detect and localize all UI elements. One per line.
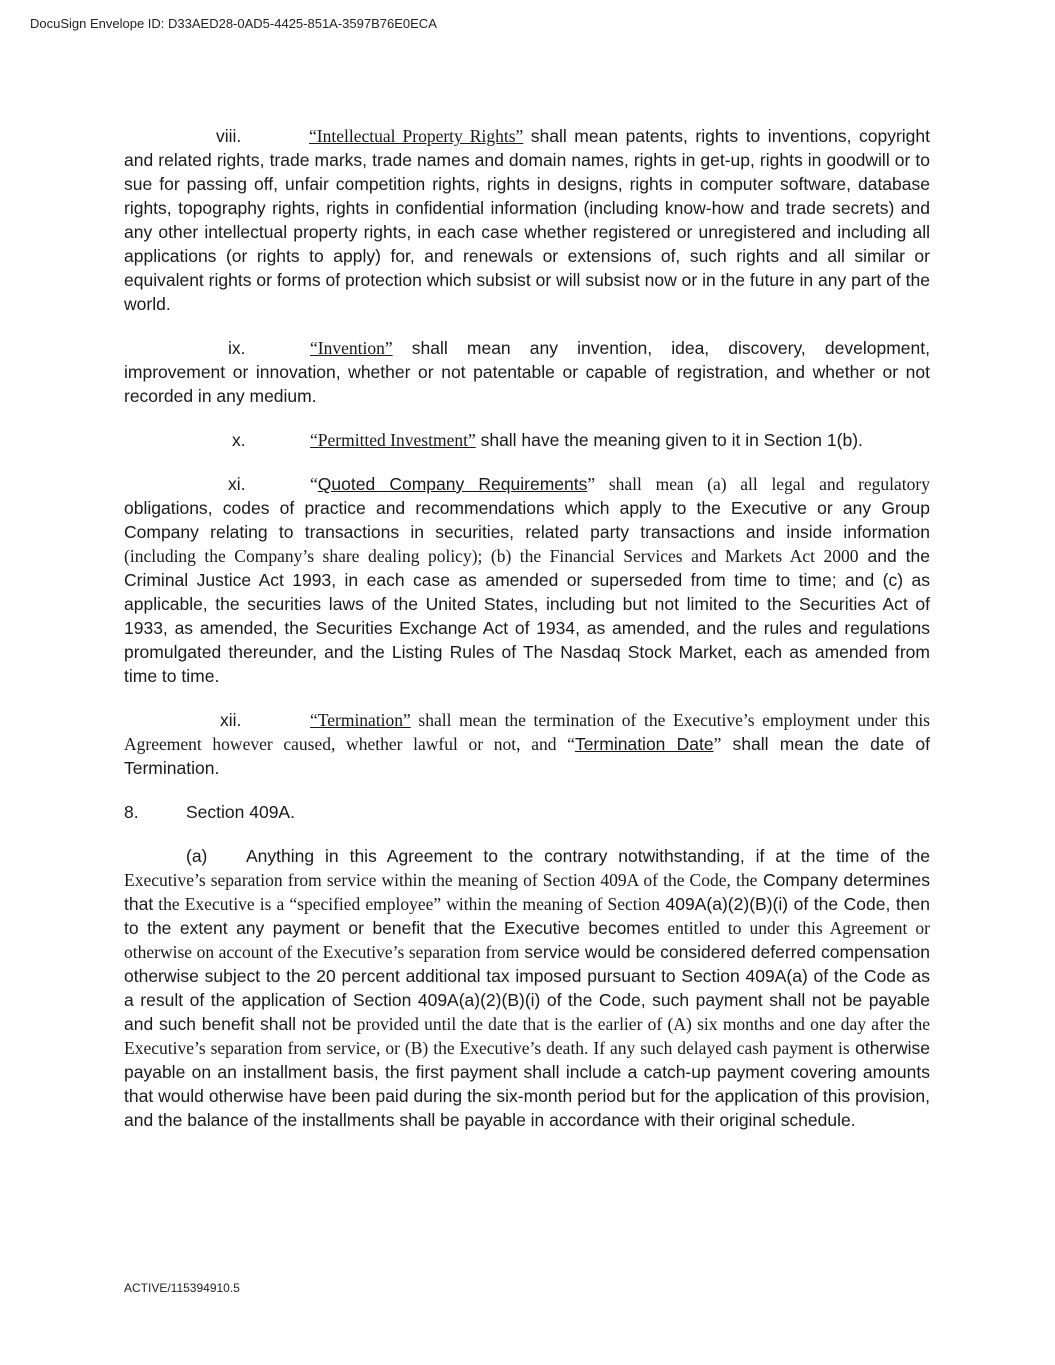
definition-text-serif: shall mean (a) all legal and regulatory [595,474,930,494]
definition-text: obligations, codes of practice and recommendations which apply to the Executive or any Group Company relating to transactions in securities, related party transactions and inside information [124,498,930,542]
section-title: Section 409A. [186,802,295,822]
subsection-text-serif: entitled to under this Agreement or otherwise on account of the Executive’s separation from [124,918,930,962]
definition-text-serif: shall mean the termination of the Executive’s employment under this Agreement however caused, whether lawful or not, and “ [124,710,930,754]
subsection-text-serif: provided until the date that is the earlier of (A) six months and one day after the Executive’s separation from service, or (B) the Executive’s death. If any such delayed cash payment is [124,1014,930,1058]
definition-text: shall mean the date of Termination. [124,734,930,778]
definition-text: shall have the meaning given to it in Section 1(b). [475,430,863,450]
subsection-text-serif: Executive’s separation from service within the meaning of Section 409A of the Code, the [124,870,758,890]
defined-term: “Invention” [310,338,393,358]
subsection-text-serif: the Executive is a “specified employee” within the meaning of Section [153,894,660,914]
subsection-text: Anything in this Agreement to the contrary notwithstanding, if at the time of the [246,846,930,866]
subsection-text: service would be considered deferred compensation otherwise subject to the 20 percent additional tax imposed pursuant to Section 409A(a) of the Code as a result of the application of Section 409A(a)(2)(B)(i) of the Code, such payment shall not be payable and such benefit shall not be [124,942,930,1034]
definition-viii [124,124,930,316]
definition-number: ix. [228,338,246,358]
section-number: 8. [124,802,139,822]
document-footer-id: ACTIVE/115394910.5 [124,1281,240,1295]
definition-number: xi. [228,474,246,494]
section-heading [124,800,930,824]
definition-text-serif-2: (including the Company’s share dealing policy); (b) the Financial Services and Markets Act 2000 [124,546,859,566]
defined-term: “Intellectual Property Rights” [309,126,524,146]
subsection-text: Company determines that [124,870,930,914]
quote-close: ” [587,474,596,494]
definition-text: shall mean patents, rights to inventions, copyright and related rights, trade marks, trade names and domain names, rights in get-up, rights in goodwill or to sue for passing off, unfair competition rights, rights in designs, rights in computer software, database rights, topography rights, rights in confidential information (including know-how and trade secrets) and any other intellectual property rights, in each case whether registered or unregistered and including all applications (or rights to apply) for, and renewals or extensions of, such rights and all similar or equivalent rights or forms of protection which subsist or will subsist now or in the future in any part of the world. [124,126,930,314]
defined-term: “Termination” [310,710,411,730]
subsection-label: (a) [186,846,208,866]
docusign-envelope-id: DocuSign Envelope ID: D33AED28-0AD5-4425-851A-3597B76E0ECA [30,16,437,31]
document-page [124,124,930,1152]
definition-number: viii. [216,126,242,146]
subsection-text: 409A(a)(2)(B)(i) of the Code, then to the extent any payment or benefit that the Executive becomes [124,894,930,938]
definition-xii [124,708,930,780]
defined-term: “Permitted Investment” [310,430,476,450]
definition-x [124,428,930,452]
subsection-a [124,844,930,1132]
definition-ix [124,336,930,408]
defined-term: Quoted Company Requirements [317,474,588,494]
definition-number: x. [232,430,246,450]
defined-term-2: Termination Date [574,734,714,754]
quote-close: ” [713,734,722,754]
definition-text-2: and the Criminal Justice Act 1993, in each case as amended or superseded from time to time; and (c) as applicable, the securities laws of the United States, including but not limited to the Securities Act of 1933, as amended, the Securities Exchange Act of 1934, as amended, and the rules and regulations promulgated thereunder, and the Listing Rules of The Nasdaq Stock Market, each as amended from time to time. [124,546,930,686]
quote-open: “ [310,474,318,494]
definition-text: shall mean any invention, idea, discovery, development, improvement or innovation, whether or not patentable or capable of registration, and whether or not recorded in any medium. [124,338,930,406]
subsection-text: otherwise payable on an installment basis, the first payment shall include a catch-up payment covering amounts that would otherwise have been paid during the six-month period but for the application of this provision, and the balance of the installments shall be payable in accordance with their original schedule. [124,1038,930,1130]
definition-number: xii. [220,710,242,730]
definition-xi [124,472,930,688]
